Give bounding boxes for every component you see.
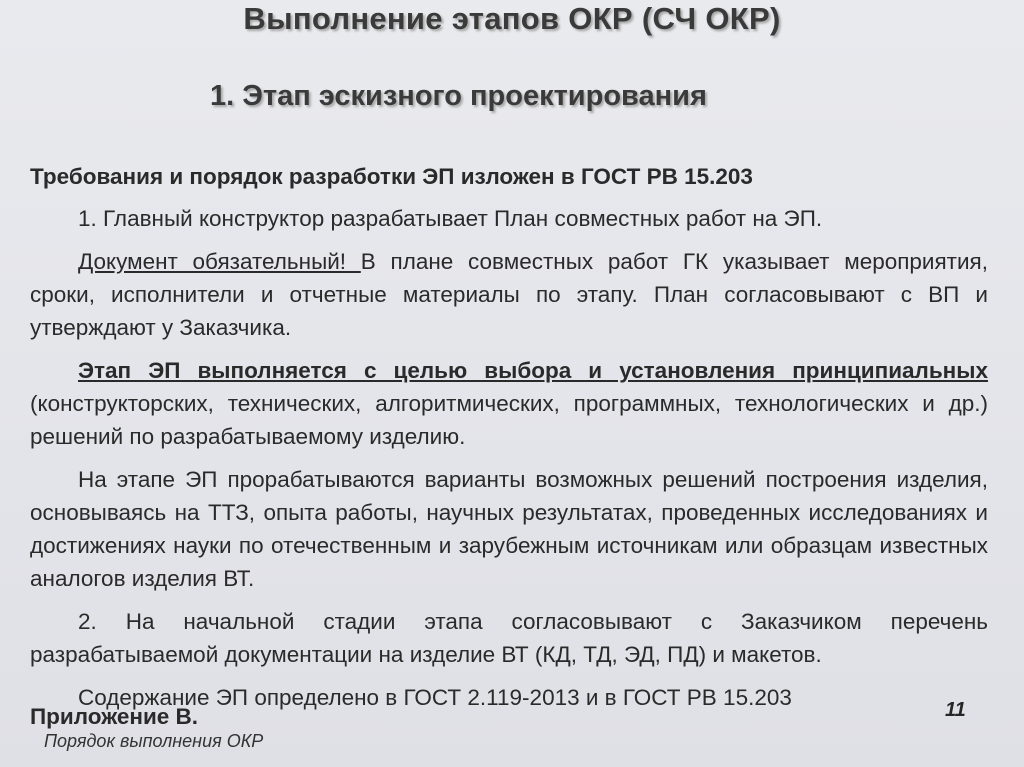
plan-text: 1. Главный конструктор разрабатывает План совместных работ на ЭП. xyxy=(78,206,823,231)
paragraph-documentation-list: 2. На начальной стадии этапа согласовывают с Заказчиком перечень разрабатываемой документации на изделие ВТ (КД, ТД, ЭД, ПД) и макетов. xyxy=(30,609,988,667)
slide-subtitle: 1. Этап эскизного проектирования xyxy=(210,80,707,112)
paragraph-document-required xyxy=(30,245,988,344)
paragraph-content: Содержание ЭП определено в ГОСТ 2.119-2013 и в ГОСТ РВ 15.203 xyxy=(78,685,792,710)
lead-paragraph: Требования и порядок разработки ЭП изложен в ГОСТ РВ 15.203 xyxy=(30,164,753,189)
slide-body xyxy=(30,160,988,718)
document-required-text: В плане совместных работ ГК указывает мероприятия, сроки, исполнители и отчетные материалы по этапу. План согласовывают с ВП и утверждают у Заказчика. xyxy=(30,249,988,340)
stage-purpose-text: (конструкторских, технических, алгоритмических, программных, технологических и др.) решений по разрабатываемому изделию. xyxy=(30,391,988,449)
page-number: 11 xyxy=(945,699,966,721)
paragraph-stage-purpose xyxy=(30,354,988,453)
paragraph-variants: На этапе ЭП прорабатываются варианты возможных решений построения изделия, основываясь на ТТЗ, опыта работы, научных результатах, проведенных исследованиях и достижениях науки по отечественным и зарубежным источникам или образцам известных аналогов изделия ВТ. xyxy=(30,467,988,591)
document-required-underlined: Документ обязательный! xyxy=(78,249,361,274)
slide-title: Выполнение этапов ОКР (СЧ ОКР) xyxy=(243,1,781,36)
paragraph-plan xyxy=(30,202,988,235)
footer-text: Порядок выполнения ОКР xyxy=(44,731,264,751)
stage-purpose-underlined: Этап ЭП выполняется с целью выбора и установления принципиальных xyxy=(78,358,988,383)
appendix-label: Приложение В. xyxy=(30,704,199,729)
